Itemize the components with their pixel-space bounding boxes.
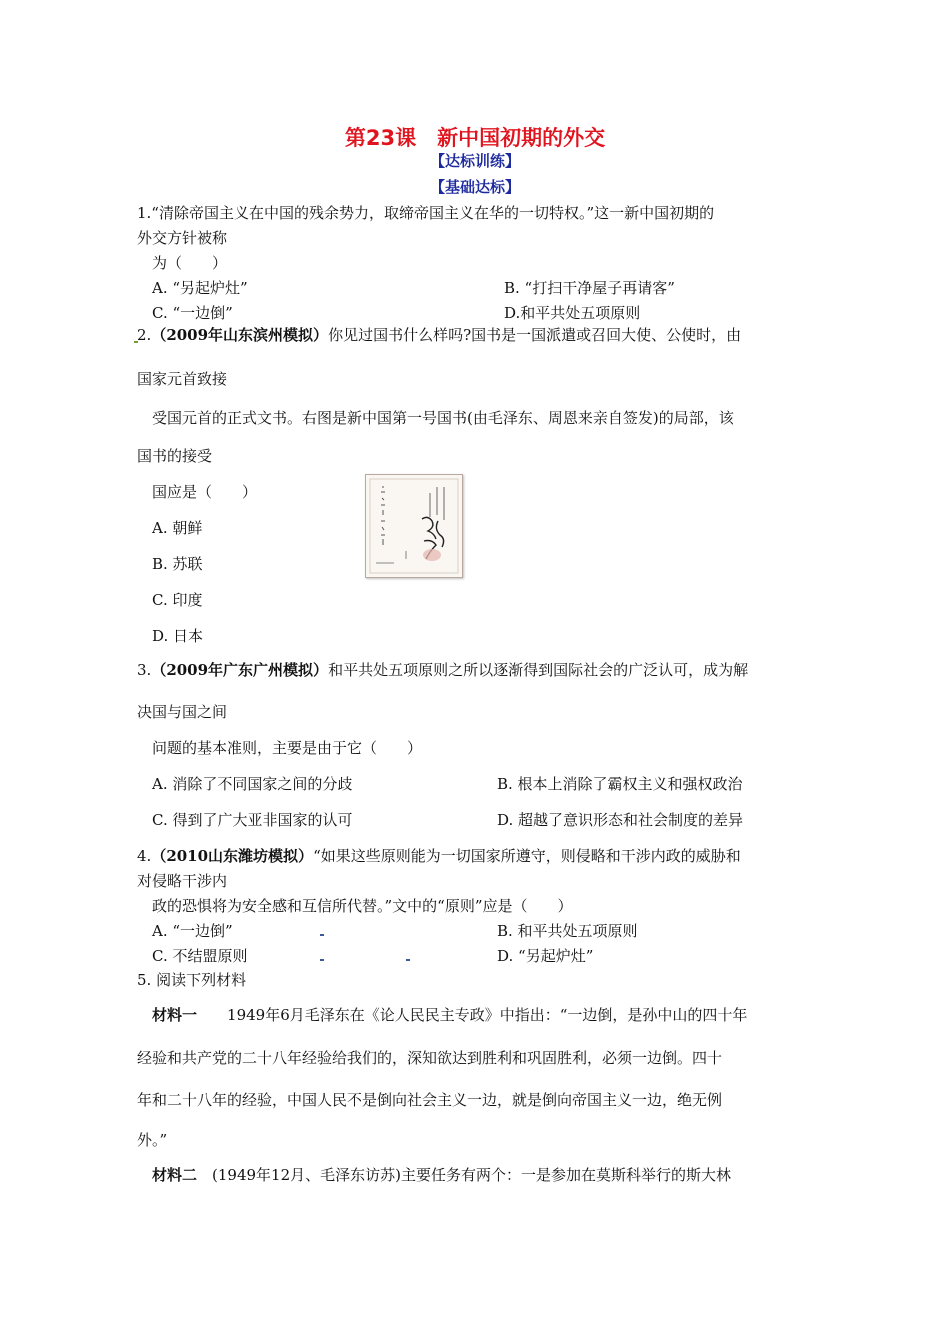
- q4-line2: 对侵略干涉内: [137, 872, 228, 890]
- q4-line1: [137, 846, 741, 866]
- q1-option-c: C. “一边倒”: [152, 304, 233, 322]
- edit-mark: [406, 959, 410, 961]
- q4-option-b: B. 和平共处五项原则: [497, 922, 638, 940]
- q5-material-1-line1: [152, 1005, 747, 1025]
- q2-line5: 国应是（ ）: [152, 483, 258, 501]
- q3-line1-text: 和平共处五项原则之所以逐渐得到国际社会的广泛认可，成为解: [328, 661, 749, 679]
- q5-material-1-line2: 经验和共产党的二十八年经验给我们的，深知欲达到胜利和巩固胜利，必须一边倒。四十: [137, 1049, 723, 1067]
- q5-material-2-line1: [152, 1165, 731, 1185]
- q5-line1: 5. 阅读下列材料: [137, 971, 247, 989]
- q5-material-1-line4: 外。”: [137, 1131, 168, 1149]
- q2-number: 2.: [137, 326, 152, 344]
- q5-material-1-line3: 年和二十八年的经验，中国人民不是倒向社会主义一边，就是倒向帝国主义一边，绝无例: [137, 1091, 723, 1109]
- material-1-label: 材料一: [152, 1006, 198, 1024]
- q3-line1: [137, 660, 748, 680]
- section-heading-training: 【达标训练】: [429, 152, 520, 170]
- q1-line2: 外交方针被称: [137, 229, 228, 247]
- q3-line3: 问题的基本准则，主要是由于它（ ）: [152, 739, 423, 757]
- q2-line1-text: 你见过国书什么样吗?国书是一国派遣或召回大使、公使时，由: [328, 326, 742, 344]
- q4-source: （2010山东潍坊模拟）: [151, 847, 314, 865]
- q2-line4: 国书的接受: [137, 447, 213, 465]
- q2-line2: 国家元首致接: [137, 370, 228, 388]
- material-1-text: 1949年6月毛泽东在《论人民民主专政》中指出：“一边倒，是孙中山的四十年: [227, 1006, 748, 1024]
- q1-option-d: D.和平共处五项原则: [504, 304, 641, 322]
- q2-option-a: A. 朝鲜: [152, 519, 203, 537]
- edit-mark: [320, 959, 324, 961]
- q3-option-c: C. 得到了广大亚非国家的认可: [152, 811, 353, 829]
- q4-option-a: A. “一边倒”: [152, 922, 233, 940]
- q2-option-c: C. 印度: [152, 591, 203, 609]
- material-2-text: (1949年12月、毛泽东访苏)主要任务有两个：一是参加在莫斯科举行的斯大林: [212, 1166, 731, 1184]
- q2-option-b: B. 苏联: [152, 555, 203, 573]
- document-illustration: [366, 475, 462, 577]
- q4-number: 4.: [137, 847, 152, 865]
- q2-option-d: D. 日本: [152, 627, 204, 645]
- q4-line3: 政的恐惧将为安全感和互信所代替。”文中的“原则”应是（ ）: [152, 897, 573, 915]
- q2-source: （2009年山东滨州模拟）: [151, 326, 329, 344]
- q3-option-a: A. 消除了不同国家之间的分歧: [152, 775, 353, 793]
- q4-option-d: D. “另起炉灶”: [497, 947, 594, 965]
- q3-number: 3.: [137, 661, 152, 679]
- q3-source: （2009年广东广州模拟）: [151, 661, 329, 679]
- q1-option-b: B. “打扫干净屋子再请客”: [504, 279, 675, 297]
- section-heading-basic: 【基础达标】: [429, 178, 520, 196]
- q3-option-b: B. 根本上消除了霸权主义和强权政治: [497, 775, 743, 793]
- q1-line3: 为（ ）: [152, 254, 228, 272]
- q2-line1: [137, 325, 741, 345]
- q1-option-a: A. “另起炉灶”: [152, 279, 248, 297]
- q1-line1: 1.“清除帝国主义在中国的残余势力，取缔帝国主义在华的一切特权。”这一新中国初期的: [137, 204, 715, 222]
- q3-option-d: D. 超越了意识形态和社会制度的差异: [497, 811, 744, 829]
- q4-option-c: C. 不结盟原则: [152, 947, 248, 965]
- q4-line1-text: “如果这些原则能为一切国家所遵守，则侵略和干涉内政的威胁和: [313, 847, 741, 865]
- edit-mark: [320, 934, 324, 936]
- q3-line2: 决国与国之间: [137, 703, 228, 721]
- q2-line3: 受国元首的正式文书。右图是新中国第一号国书(由毛泽东、周恩来亲自签发)的局部，该: [152, 409, 734, 427]
- material-2-label: 材料二: [152, 1166, 198, 1184]
- page-title: 第23课 新中国初期的外交: [344, 126, 606, 150]
- credential-document-image: [365, 474, 463, 578]
